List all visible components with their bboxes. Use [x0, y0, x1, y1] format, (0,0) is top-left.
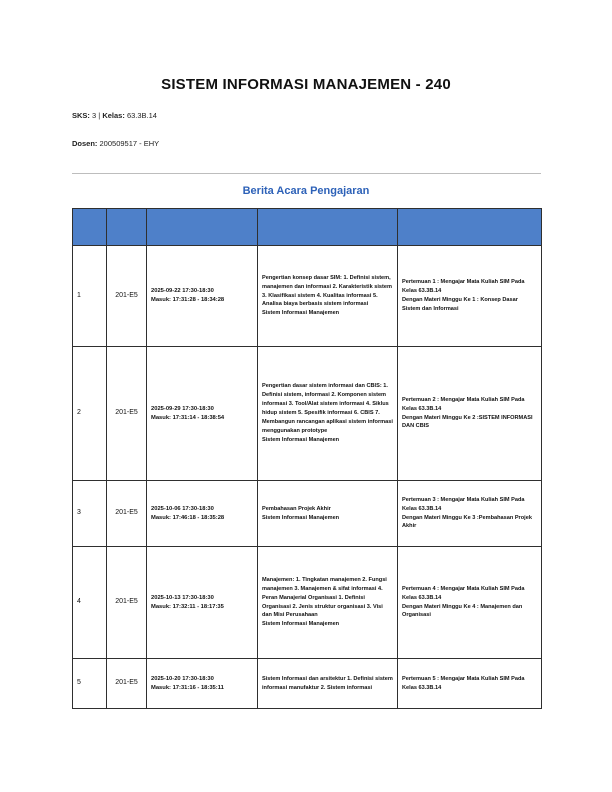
material-text: Pengertian konsep dasar SIM: 1. Definisi sistem, manajemen dan informasi 2. Karakteristik sistem 3. Klasifikasi sistem 4. Kualitas informasi 5. Analisa biaya berbasis sistem informasi: [262, 274, 392, 308]
kelas-value: 63.3B.14: [126, 111, 157, 120]
remarks-line: Pertemuan 5 : Mengajar Mata Kuliah SIM Pada Kelas 63.3B.14: [402, 675, 525, 691]
teaching-record-table: [72, 208, 542, 709]
row-number: 4: [73, 547, 107, 659]
remarks-line: Dengan Materi Minggu Ke 4 : Manajemen dan Organisasi: [402, 603, 523, 619]
dosen-label: Dosen:: [72, 139, 98, 148]
header-cell: [147, 209, 258, 246]
material-text: Manajemen: 1. Tingkatan manajemen 2. Fungsi manajemen 3. Manajemen & sifat informasi 4. Peran Manajerial Organisasi 1. Definisi Organisasi 2. Jenis struktur organisasi 3. Visi dan Misi Perusahaan: [262, 576, 387, 619]
header-cell: [107, 209, 147, 246]
room-code: 201-E5: [107, 347, 147, 481]
schedule-cell: [147, 347, 258, 481]
course-name: Sistem Informasi Manajemen: [262, 310, 340, 317]
meta-separator: |: [98, 111, 101, 120]
remarks-line: Dengan Materi Minggu Ke 1 : Konsep Dasar Sistem dan Informasi: [402, 297, 518, 312]
attendance-time: Masuk: 17:32:11 - 18:17:35: [151, 603, 224, 610]
schedule-cell: [147, 246, 258, 347]
attendance-time: Masuk: 17:46:18 - 18:35:28: [151, 514, 225, 521]
schedule-time: 2025-09-22 17:30-18:30: [151, 288, 214, 295]
remarks-line: Dengan Materi Minggu Ke 2 :SISTEM INFORMASI DAN CBIS: [402, 414, 533, 430]
material-cell: [258, 547, 398, 659]
schedule-cell: [147, 547, 258, 659]
table-row: [73, 659, 542, 709]
schedule-time: 2025-10-06 17:30-18:30: [151, 505, 214, 512]
document-title: SISTEM INFORMASI MANAJEMEN - 240: [161, 76, 451, 93]
schedule-time: 2025-10-20 17:30-18:30: [151, 675, 214, 682]
table-header-row: [73, 209, 542, 246]
course-name: Sistem Informasi Manajemen: [262, 621, 340, 628]
table-row: [73, 246, 542, 347]
course-name: Sistem Informasi Manajemen: [262, 436, 340, 443]
room-code: 201-E5: [107, 659, 147, 709]
material-cell: [258, 481, 398, 547]
row-number: 2: [73, 347, 107, 481]
schedule-cell: [147, 481, 258, 547]
course-name: Sistem Informasi Manajemen: [262, 514, 340, 521]
kelas-label: Kelas:: [102, 111, 125, 120]
remarks-line: Pertemuan 2 : Mengajar Mata Kuliah SIM Pada Kelas 63.3B.14: [402, 396, 525, 412]
remarks-cell: [398, 659, 542, 709]
row-number: 3: [73, 481, 107, 547]
remarks-line: Pertemuan 4 : Mengajar Mata Kuliah SIM Pada Kelas 63.3B.14: [402, 585, 525, 601]
header-cell: [258, 209, 398, 246]
room-code: 201-E5: [107, 547, 147, 659]
divider: [72, 173, 541, 174]
material-cell: [258, 659, 398, 709]
table-row: [73, 481, 542, 547]
table-row: [73, 547, 542, 659]
room-code: 201-E5: [107, 246, 147, 347]
remarks-line: Pertemuan 3 : Mengajar Mata Kuliah SIM Pada Kelas 63.3B.14: [402, 496, 525, 512]
remarks-line: Pertemuan 1 : Mengajar Mata Kuliah SIM Pada Kelas 63.3B.14: [402, 279, 525, 295]
remarks-cell: [398, 547, 542, 659]
schedule-cell: [147, 659, 258, 709]
sks-label: SKS:: [72, 111, 90, 120]
material-text: Pembahasan Projek Akhir: [262, 505, 331, 512]
remarks-cell: [398, 246, 542, 347]
lecturer-meta: [72, 139, 159, 148]
header-cell: [398, 209, 542, 246]
material-text: Sistem Informasi dan arsitektur 1. Definisi sistem informasi manufaktur 2. Sistem informasi: [262, 675, 393, 691]
schedule-time: 2025-10-13 17:30-18:30: [151, 594, 214, 601]
remarks-line: Dengan Materi Minggu Ke 3 :Pembahasan Projek Akhir: [402, 514, 532, 530]
row-number: 5: [73, 659, 107, 709]
schedule-time: 2025-09-29 17:30-18:30: [151, 405, 214, 412]
material-cell: [258, 347, 398, 481]
table-row: [73, 347, 542, 481]
material-cell: [258, 246, 398, 347]
sks-value: 3: [92, 111, 97, 120]
remarks-cell: [398, 481, 542, 547]
section-title: Berita Acara Pengajaran: [242, 185, 370, 197]
row-number: 1: [73, 246, 107, 347]
attendance-time: Masuk: 17:31:28 - 18:34:28: [151, 297, 225, 303]
remarks-cell: [398, 347, 542, 481]
room-code: 201-E5: [107, 481, 147, 547]
material-text: Pengertian dasar sistem informasi dan CBIS: 1. Definisi sistem, informasi 2. Komponen sistem informasi 3. Tool/Alat sistem informasi 4. Siklus hidup sistem 5. Spesifik informasi 6. CBIS 7. Membangun rancangan aplikasi sistem informasi menggunakan prototype: [262, 383, 393, 434]
attendance-time: Masuk: 17:31:16 - 18:35:11: [151, 684, 224, 691]
course-meta: [72, 111, 157, 120]
header-cell: [73, 209, 107, 246]
dosen-value: 200509517 - EHY: [99, 139, 160, 148]
attendance-time: Masuk: 17:31:14 - 18:38:54: [151, 414, 225, 421]
